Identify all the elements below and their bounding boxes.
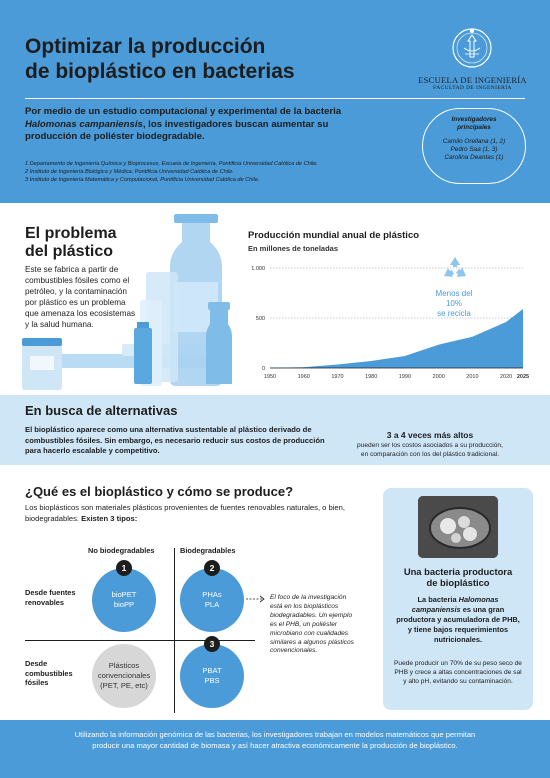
matrix-horizontal-divider bbox=[25, 640, 255, 641]
y-tick-label: 0 bbox=[261, 366, 265, 372]
x-tick-label: 2020 bbox=[500, 374, 513, 380]
y-tick-label: 1.000 bbox=[251, 266, 265, 272]
bioplastic-type-2: PHAs PLA bbox=[180, 568, 244, 632]
chart-subtitle: En millones de toneladas bbox=[248, 244, 339, 253]
type-1-number: 1 bbox=[116, 560, 132, 576]
y-tick-label: 500 bbox=[255, 316, 265, 322]
type-2-number: 2 bbox=[204, 560, 220, 576]
investigator-1: Camilo Orellana (1, 2) bbox=[442, 138, 506, 145]
bacteria-text-2: Puede producir un 70% de su peso seco de PHB y crece a altas concentraciones de sal y alto pH, evitando su contaminación. bbox=[394, 660, 522, 685]
recycle-icon bbox=[440, 254, 470, 284]
column-header-non-biodegradable: No biodegradables bbox=[88, 546, 155, 555]
species-name: Halomonas campaniensis bbox=[25, 118, 143, 130]
investigators-title-2: principales bbox=[457, 124, 491, 131]
school-name: ESCUELA DE INGENIERÍA bbox=[418, 75, 527, 85]
faculty-name: FACULTAD DE INGENIERÍA bbox=[433, 85, 512, 91]
bioplastic-type-1: bioPET bioPP bbox=[92, 568, 156, 632]
recycle-note: Menos del 10% se recicla bbox=[435, 289, 473, 318]
x-tick-label: 2025 bbox=[516, 374, 530, 380]
footer-text: Utilizando la información genómica de las bacterias, los investigadores trabajan en modelos matemáticos que permitan producir una mayor cantidad de biomasa y así hacer atractiva económicamente la producción de bioplástico. bbox=[74, 730, 476, 750]
what-title: ¿Qué es el bioplástico y cómo se produce? bbox=[25, 484, 294, 499]
header-divider bbox=[25, 98, 525, 99]
matrix-vertical-divider bbox=[174, 548, 175, 713]
investigators-badge bbox=[422, 108, 526, 184]
investigators-title: Investigadores bbox=[451, 116, 497, 123]
plastic-production-chart bbox=[245, 228, 535, 388]
alternatives-text: El bioplástico aparece como una alternativa sustentable al plástico derivado de combustibles fósiles. Sin embargo, es necesario reducir sus costos de producción para hacerlo escalable y competitivo. bbox=[25, 425, 325, 455]
problem-title: El problema del plástico bbox=[25, 225, 117, 260]
title-line-2: de bioplástico en bacterias bbox=[25, 60, 295, 83]
affiliation-2: 2 Instituto de Ingeniería Biológica y Médica, Pontificia Universidad Católica de Chile. bbox=[25, 169, 234, 175]
investigator-2: Pedro Saa (1, 3) bbox=[450, 146, 498, 153]
bacteria-micrograph-image bbox=[418, 496, 498, 558]
row-label-fossil: Desde combustibles fósiles bbox=[25, 659, 73, 687]
conventional-plastics: Plásticos convencionales (PET, PE, etc) bbox=[92, 644, 156, 708]
x-tick-label: 1980 bbox=[365, 374, 378, 380]
bioplastic-type-3: PBAT PBS bbox=[180, 644, 244, 708]
column-header-biodegradable: Biodegradables bbox=[180, 546, 236, 555]
row-label-renewable: Desde fuentes renovables bbox=[25, 588, 76, 607]
x-tick-label: 2000 bbox=[432, 374, 445, 380]
affiliations bbox=[25, 160, 405, 184]
problem-text: Este se fabrica a partir de combustibles fósiles como el petróleo, y la contaminación por plástico es un problema que amenaza los ecosistemas y la salud humana. bbox=[25, 265, 136, 329]
investigator-3: Carolina Deantas (1) bbox=[444, 154, 504, 161]
type-3-number: 3 bbox=[204, 636, 220, 652]
x-tick-label: 1950 bbox=[263, 374, 277, 380]
x-tick-label: 2010 bbox=[466, 374, 479, 380]
chart-title: Producción mundial anual de plástico bbox=[248, 230, 420, 241]
intro-text: Por medio de un estudio computacional y experimental de la bacteria Halomonas campaniensis, los investigadores buscan aumentar su producción de poliéster biodegradable. bbox=[25, 106, 342, 142]
x-tick-label: 1970 bbox=[331, 374, 344, 380]
affiliation-1: 1 Departamento de Ingeniería Química y Bioprocesos, Escuela de Ingeniería, Pontificia Universidad Católica de Chile. bbox=[25, 161, 318, 167]
page-title bbox=[25, 34, 355, 84]
x-tick-label: 1990 bbox=[398, 374, 412, 380]
title-line-1: Optimizar la producción bbox=[25, 35, 266, 58]
cost-highlight: 3 a 4 veces más altos bbox=[386, 430, 474, 440]
cost-highlight-sub: pueden ser los costos asociados a su producción, en comparación con los del plástico tradicional. bbox=[357, 442, 503, 458]
arrow-right-icon bbox=[246, 594, 266, 604]
what-text: Los bioplásticos son materiales plásticos provenientes de fuentes renovables naturales, o bien, biodegradables. Existen 3 tipos: bbox=[25, 503, 345, 523]
bacteria-text: La bacteria Halomonas campaniensis es una gran productora y acumuladora de PHB, y tiene bajos requerimientos nutricionales. bbox=[396, 595, 520, 644]
bacteria-title: Una bacteria productora de bioplástico bbox=[403, 566, 513, 588]
alternatives-title: En busca de alternativas bbox=[25, 403, 178, 418]
university-crest-icon bbox=[450, 24, 494, 72]
x-tick-label: 1960 bbox=[297, 374, 310, 380]
research-focus-note: El foco de la investigación está en los bioplásticos biodegradables. Un ejemplo es el PHB, un poliéster microbiano con cualidades similares a algunos plásticos convencionales. bbox=[270, 594, 354, 655]
affiliation-3: 3 Instituto de Ingeniería Matemática y Computacional, Pontificia Universidad Católica de Chile. bbox=[25, 177, 260, 183]
